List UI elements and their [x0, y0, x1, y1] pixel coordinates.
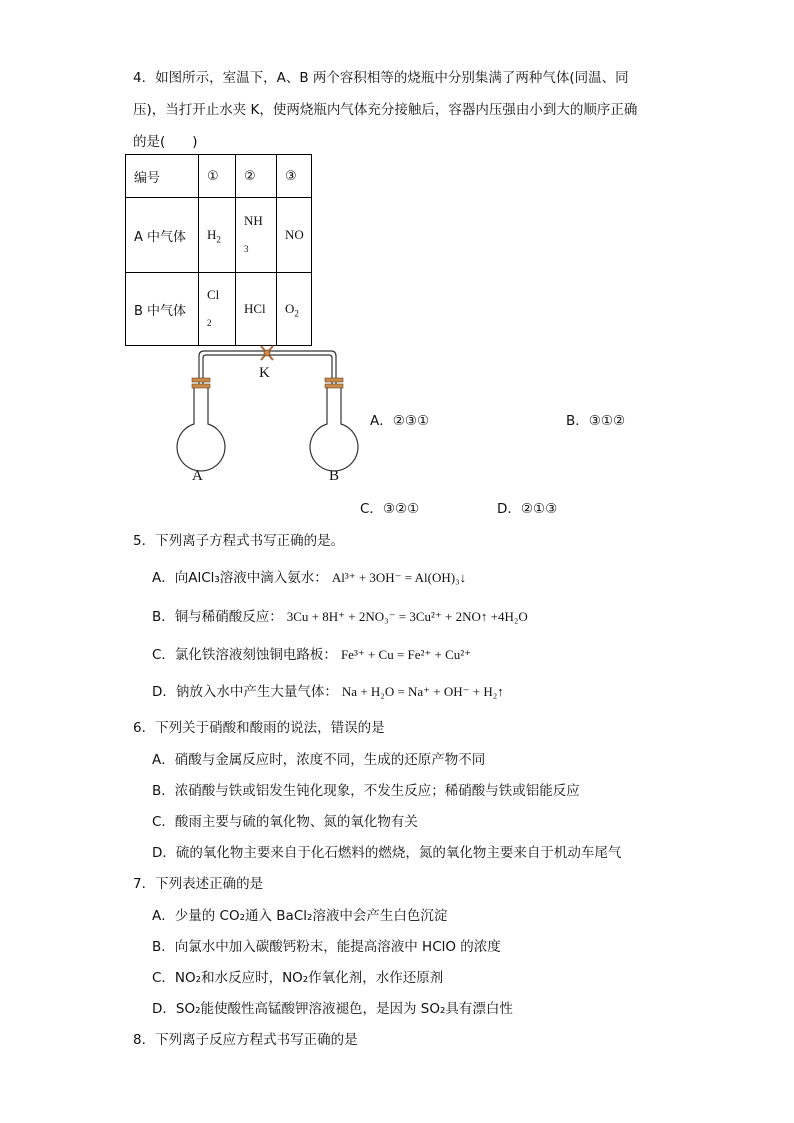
- figure-label-a: A: [192, 468, 203, 484]
- q7-option-c: C．NO₂和水反应时，NO₂作氧化剂，水作还原剂: [152, 970, 444, 986]
- q5-stem: 5．下列离子方程式书写正确的是。: [133, 533, 345, 549]
- table-header-3: ③: [277, 155, 312, 198]
- q6-option-b: B．浓硝酸与铁或铝发生钝化现象，不发生反应；稀硝酸与铁或铝能反应: [152, 783, 580, 799]
- table-header-number: 编号: [126, 155, 199, 198]
- table-header-1: ①: [199, 155, 236, 198]
- row-b-label: B 中气体: [126, 273, 199, 346]
- row-b-cell-1: Cl 2: [199, 273, 236, 346]
- q6-option-d: D．硫的氧化物主要来自于化石燃料的燃烧，氮的氧化物主要来自于机动车尾气: [152, 845, 622, 861]
- q4-option-c: C．③②①: [360, 501, 420, 517]
- figure-label-b: B: [329, 468, 340, 484]
- q6-stem: 6．下列关于硝酸和酸雨的说法，错误的是: [133, 720, 385, 736]
- figure-label-k: K: [259, 365, 270, 381]
- q6-option-c: C．酸雨主要与硫的氧化物、氮的氧化物有关: [152, 814, 418, 830]
- q5-option-d: D．钠放入水中产生大量气体： Na + H₂O = Na⁺ + OH⁻ + H₂↑: [152, 684, 504, 700]
- row-a-cell-2: NH 3: [236, 198, 277, 273]
- q7-stem: 7．下列表述正确的是: [133, 876, 264, 892]
- q4-option-b: B．③①②: [566, 413, 626, 429]
- q4-option-a: A．②③①: [370, 413, 430, 429]
- q4-stem-line2: 压)，当打开止水夹 K，使两烧瓶内气体充分接触后，容器内压强由小到大的顺序正确: [133, 102, 638, 118]
- q7-option-d: D．SO₂能使酸性高锰酸钾溶液褪色，是因为 SO₂具有漂白性: [152, 1001, 513, 1017]
- q4-option-d: D．②①③: [497, 501, 558, 517]
- table-header-2: ②: [236, 155, 277, 198]
- flask-a-icon: [177, 378, 225, 471]
- gas-table: [125, 154, 312, 346]
- row-a-cell-1: $H_2$: [199, 198, 236, 273]
- q4-stem-line3: 的是( ): [133, 134, 198, 150]
- flask-b-icon: [310, 378, 358, 471]
- row-b-cell-3: $O_2$: [277, 273, 312, 346]
- clamp-k-icon: [261, 346, 273, 360]
- q7-option-a: A．少量的 CO₂通入 BaCl₂溶液中会产生白色沉淀: [152, 908, 448, 924]
- q4-stem-line1: 4．如图所示，室温下，A、B 两个容积相等的烧瓶中分别集满了两种气体(同温、同: [133, 70, 629, 86]
- q5-option-a: A．向AlCl₃溶液中滴入氨水： Al³⁺ + 3OH⁻ = Al(OH)₃↓: [152, 570, 467, 586]
- q5-option-c: C．氯化铁溶液刻蚀铜电路板： Fe³⁺ + Cu = Fe²⁺ + Cu²⁺: [152, 647, 472, 663]
- q8-stem: 8．下列离子反应方程式书写正确的是: [133, 1032, 358, 1048]
- q5-option-b: B．铜与稀硝酸反应： 3Cu + 8H⁺ + 2NO₃⁻ = 3Cu²⁺ + 2NO↑ +4H₂O: [152, 609, 528, 625]
- row-b-cell-2: HCl: [236, 273, 277, 346]
- row-a-cell-3: NO: [277, 198, 312, 273]
- q6-option-a: A．硝酸与金属反应时，浓度不同，生成的还原产物不同: [152, 752, 486, 768]
- row-a-label: A 中气体: [126, 198, 199, 273]
- q7-option-b: B．向氯水中加入碳酸钙粉末，能提高溶液中 HClO 的浓度: [152, 939, 501, 955]
